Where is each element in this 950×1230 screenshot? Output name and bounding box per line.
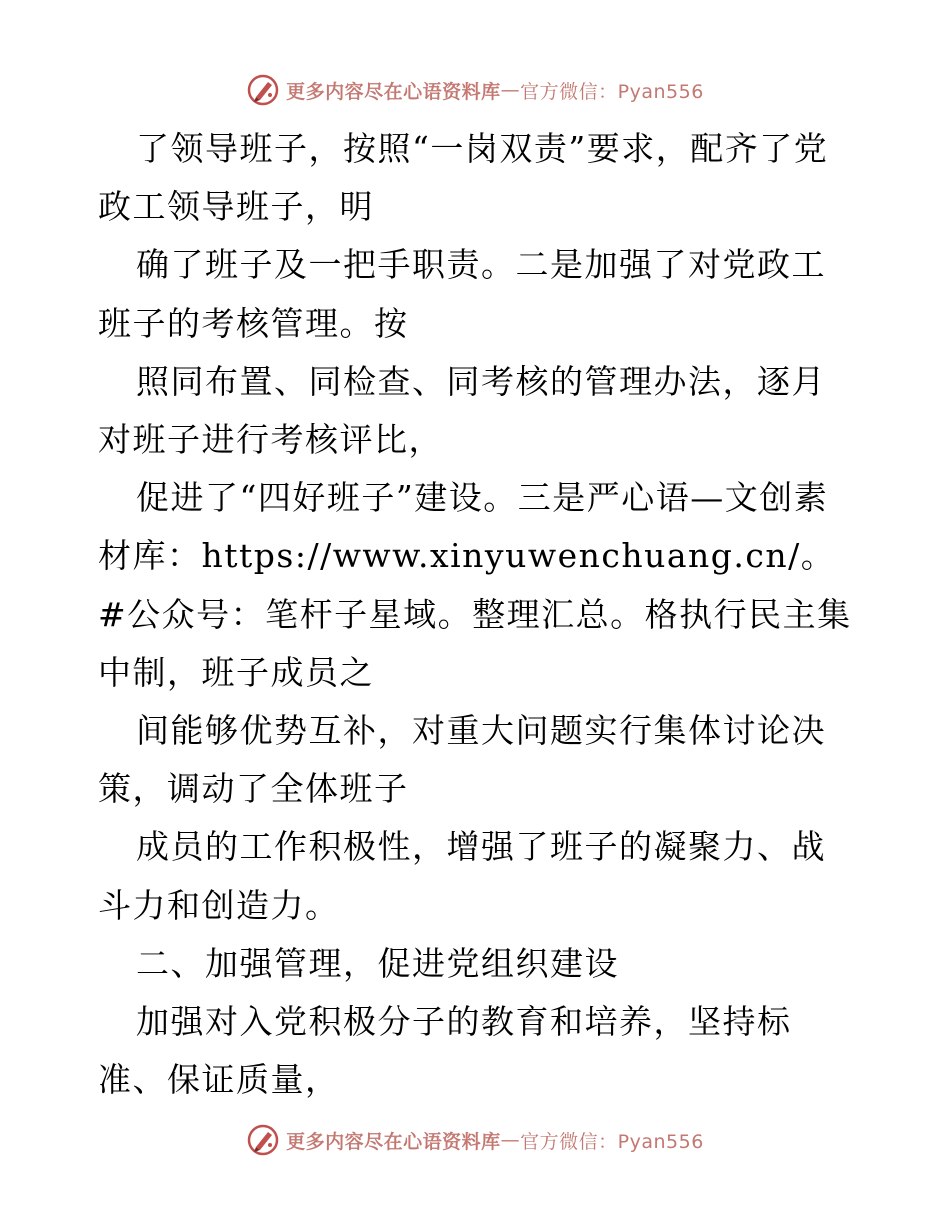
header-watermark bbox=[0, 70, 950, 110]
paragraph-3: 照同布置、同检查、同考核的管理办法，逐月对班子进行考核评比， bbox=[98, 361, 826, 460]
watermark-wechat: 官方微信：Pyan556 bbox=[520, 80, 704, 103]
watermark-wechat: 官方微信：Pyan556 bbox=[520, 1130, 704, 1153]
watermark-brand: 更多内容尽在心语资料库 bbox=[286, 1130, 501, 1153]
footer-watermark bbox=[0, 1120, 950, 1160]
paragraph-2: 确了班子及一把手职责。二是加强了对党政工班子的考核管理。按 bbox=[98, 245, 826, 343]
paragraph-7: 加强对入党积极分子的教育和培养，坚持标准、保证质量， bbox=[98, 1002, 792, 1100]
document-body bbox=[98, 120, 858, 1109]
pen-circle-logo-icon bbox=[246, 1123, 280, 1157]
section-heading: 二、加强管理，促进党组织建设 bbox=[136, 943, 619, 983]
paragraph-1: 了领导班子，按照“一岗双责”要求，配齐了党政工领导班子，明 bbox=[98, 129, 829, 227]
watermark-dash: — bbox=[500, 1129, 521, 1151]
paragraph-4: 促进了“四好班子”建设。三是严心语—文创素材库：https://www.xinyuwenchuang.cn/。#公众号：笔杆子星域。整理汇总。格执行民主集中制，班子成员之 bbox=[98, 478, 852, 692]
paragraph-5: 间能够优势互补，对重大问题实行集体讨论决策，调动了全体班子 bbox=[98, 711, 826, 809]
watermark-dash: — bbox=[500, 79, 521, 101]
pen-circle-logo-icon bbox=[246, 73, 280, 107]
paragraph-6: 成员的工作积极性，增强了班子的凝聚力、战斗力和创造力。 bbox=[98, 827, 826, 925]
watermark-brand: 更多内容尽在心语资料库 bbox=[286, 80, 501, 103]
